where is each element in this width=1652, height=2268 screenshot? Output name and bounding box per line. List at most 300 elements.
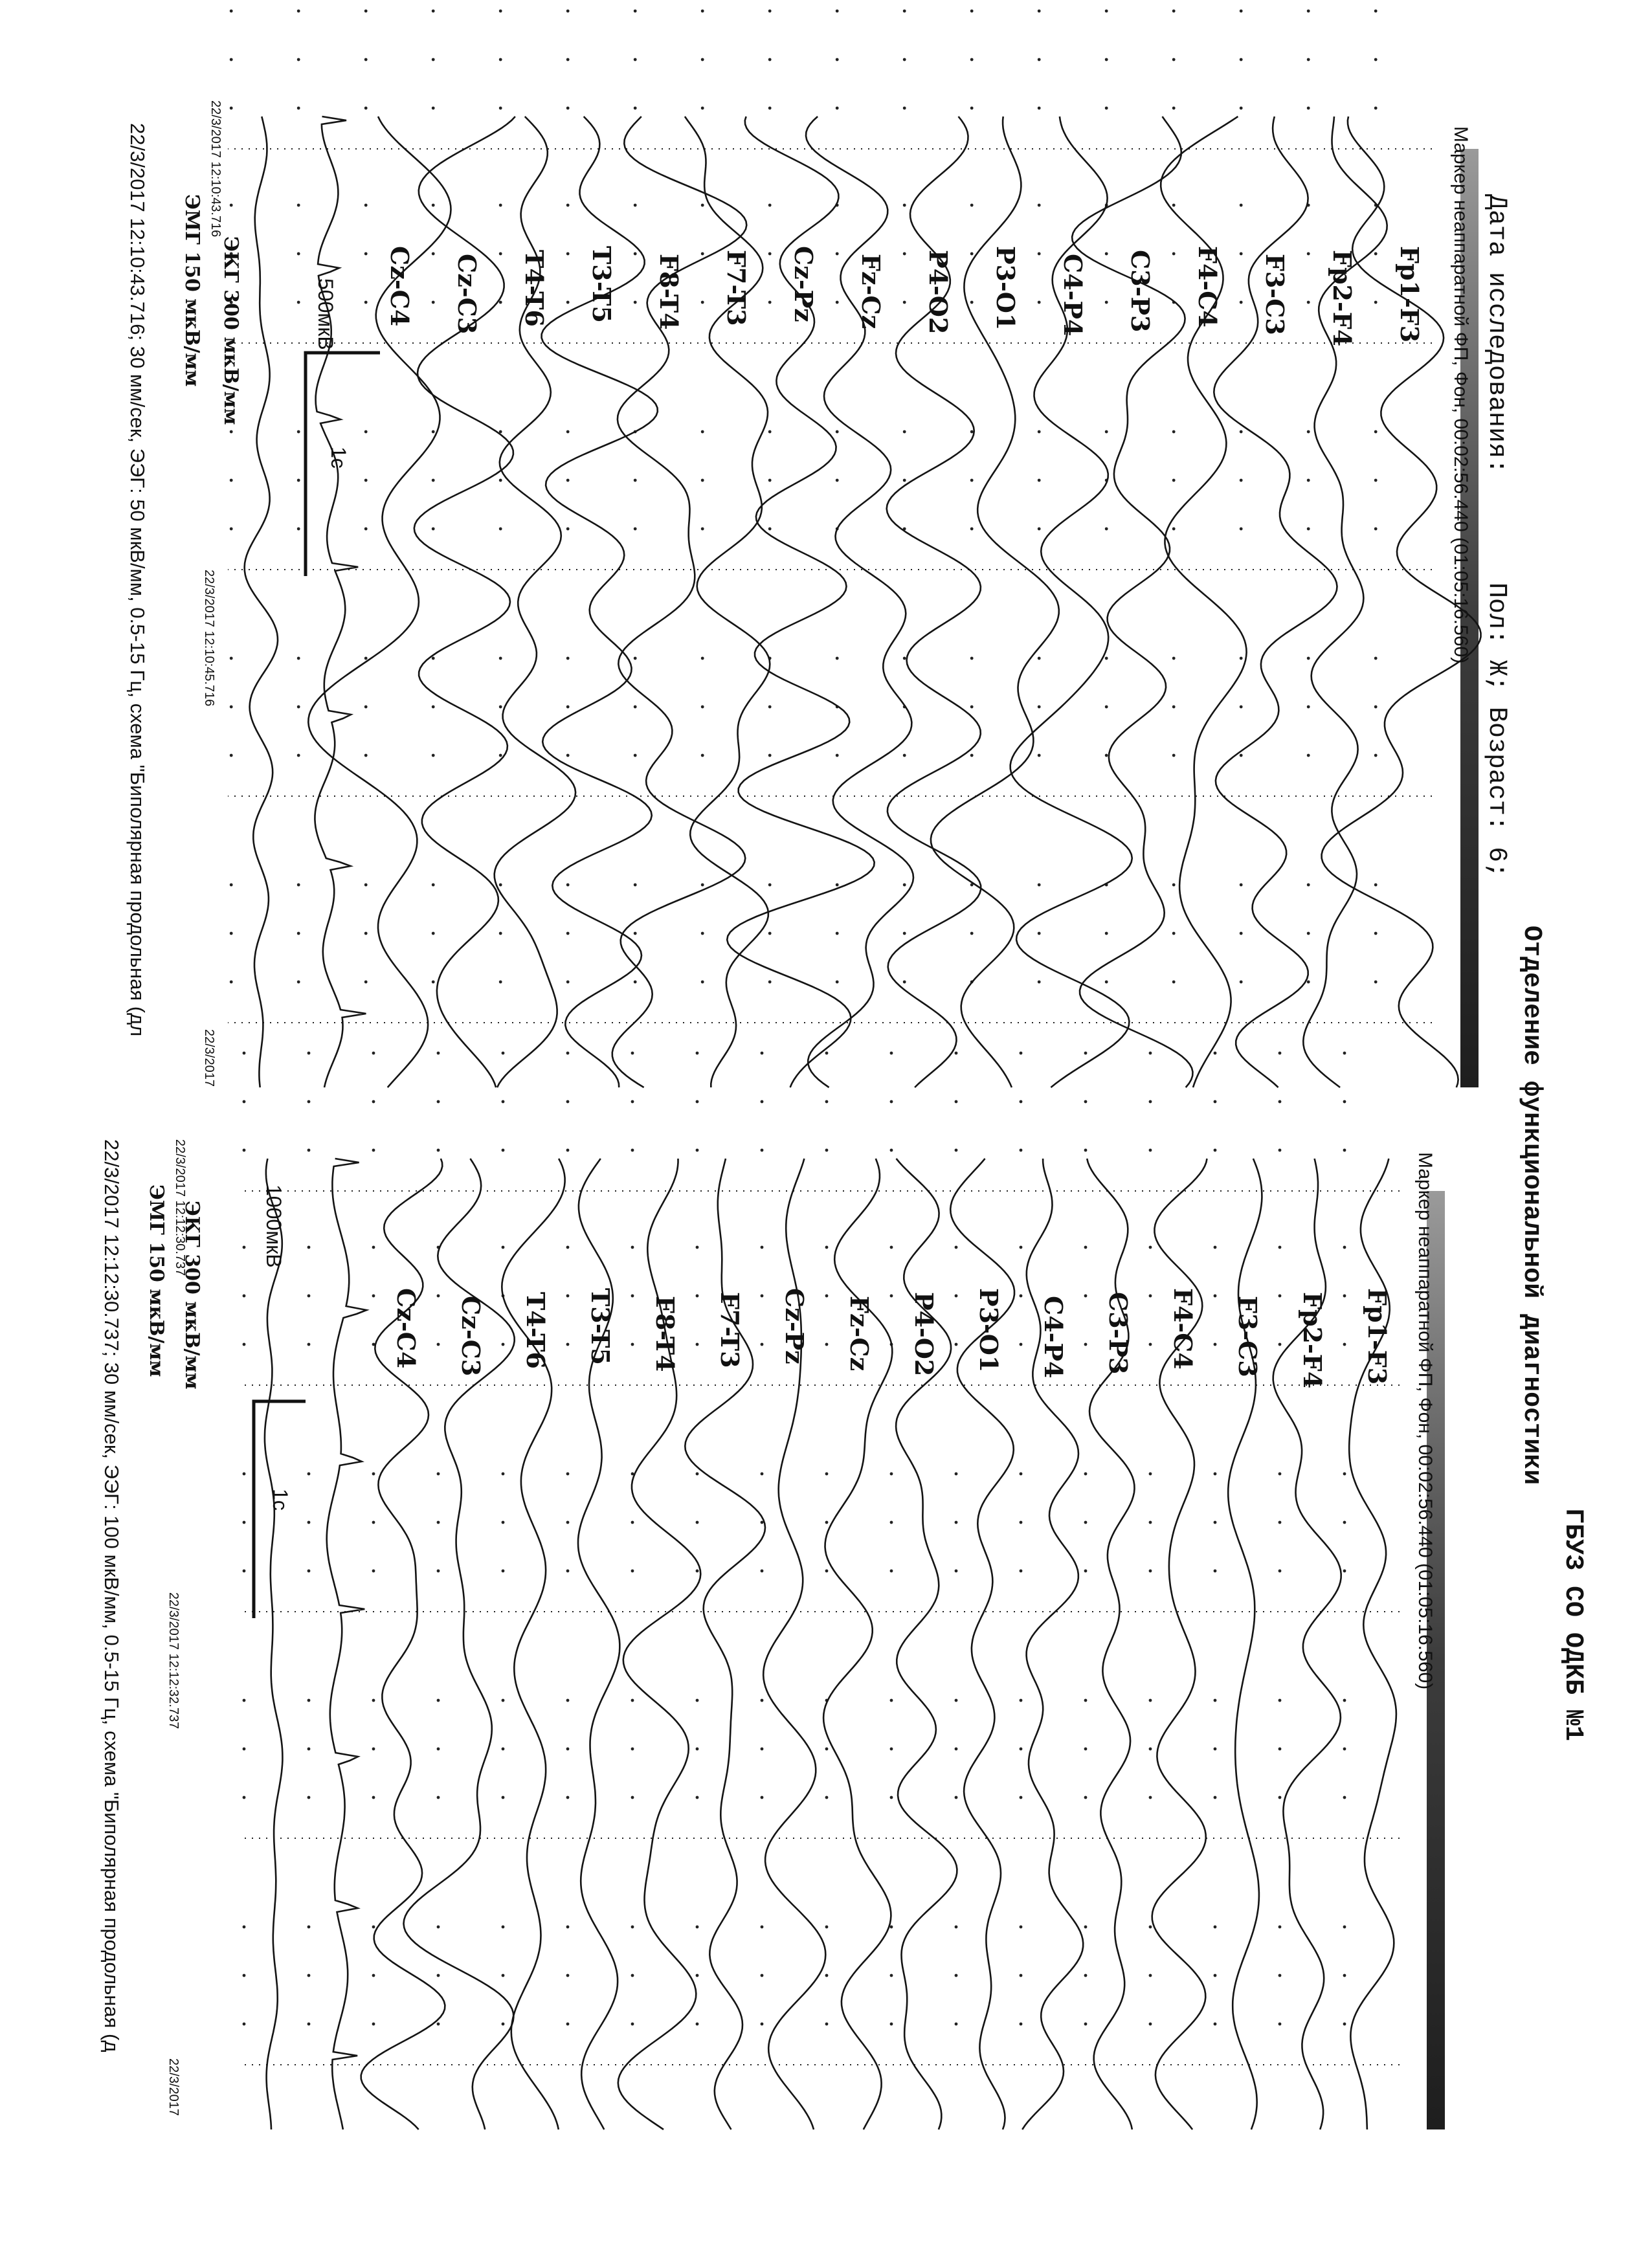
grid-dot <box>1374 932 1378 935</box>
grid-dot <box>1149 2023 1152 2026</box>
grid-dot <box>437 1796 440 1799</box>
grid-dot <box>1084 1699 1088 1702</box>
channel-label: P3-O1 <box>991 246 1020 331</box>
grid-dot <box>566 479 570 482</box>
grid-dot <box>1038 479 1041 482</box>
grid-dot <box>1038 107 1041 110</box>
grid-dot <box>566 1796 570 1799</box>
channel-label: C3-P3 <box>1126 250 1155 333</box>
grid-dot <box>955 1521 958 1524</box>
grid-dot <box>1038 981 1041 984</box>
ecg-label: ЭКГ 300 мкВ/мм <box>181 1201 203 1390</box>
grid-dot <box>1038 657 1041 660</box>
grid-dot <box>631 2023 634 2026</box>
grid-dot <box>1374 657 1378 660</box>
grid-dot <box>825 1295 829 1298</box>
grid-dot <box>903 252 906 256</box>
grid-dot <box>1343 1473 1346 1476</box>
grid-dot <box>1149 1926 1152 1929</box>
grid-dot <box>1240 107 1243 110</box>
grid-dot <box>566 1100 570 1104</box>
grid-dot <box>761 1699 764 1702</box>
grid-dot <box>701 430 704 434</box>
grid-dot <box>1084 1052 1088 1055</box>
grid-dot <box>499 981 502 984</box>
grid-dot <box>631 1343 634 1346</box>
grid-dot <box>364 884 368 887</box>
grid-dot <box>437 1343 440 1346</box>
grid-dot <box>903 301 906 304</box>
grid-dot <box>631 1100 634 1104</box>
grid-dot <box>566 884 570 887</box>
grid-dot <box>297 981 300 984</box>
grid-dot <box>372 1100 375 1104</box>
grid-dot <box>1240 528 1243 531</box>
eeg-trace <box>308 117 451 1087</box>
timestamp-3: 22/3/2017 <box>166 2058 181 2116</box>
grid-dot <box>372 1699 375 1702</box>
channel-label: F7-T3 <box>722 250 751 326</box>
grid-dot <box>297 10 300 13</box>
grid-dot <box>364 10 368 13</box>
grid-dot <box>970 479 974 482</box>
grid-dot <box>566 107 570 110</box>
grid-dot <box>696 1052 699 1055</box>
grid-dot <box>243 1473 246 1476</box>
grid-dot <box>243 1246 246 1249</box>
grid-dot <box>437 1521 440 1524</box>
grid-dot <box>499 58 502 61</box>
grid-dot <box>890 1748 893 1751</box>
grid-dot <box>230 528 233 531</box>
channel-label: T4-T6 <box>520 250 549 327</box>
grid-dot <box>761 1974 764 1977</box>
grid-dot <box>634 301 637 304</box>
grid-dot <box>566 754 570 757</box>
grid-dot <box>890 1149 893 1152</box>
grid-dot <box>1240 204 1243 207</box>
grid-dot <box>1172 252 1176 256</box>
grid-dot <box>307 1473 311 1476</box>
channel-label: F4-C4 <box>1168 1288 1198 1370</box>
grid-dot <box>696 1699 699 1702</box>
grid-dot <box>372 1473 375 1476</box>
grid-dot <box>890 1473 893 1476</box>
grid-dot <box>825 1748 829 1751</box>
grid-dot <box>970 10 974 13</box>
institution-title: ГБУЗ СО ОДКБ №1 <box>1558 1508 1587 1742</box>
grid-dot <box>502 1699 505 1702</box>
grid-dot <box>696 1521 699 1524</box>
grid-dot <box>1020 1100 1023 1104</box>
grid-dot <box>1374 706 1378 709</box>
grid-dot <box>364 528 368 531</box>
grid-dot <box>1149 1149 1152 1152</box>
grid-dot <box>701 981 704 984</box>
grid-dot <box>1278 1570 1282 1573</box>
grid-dot <box>1278 1974 1282 1977</box>
grid-dot <box>1240 884 1243 887</box>
grid-dot <box>1214 1149 1217 1152</box>
grid-dot <box>1343 1343 1346 1346</box>
channel-label: Cz-C4 <box>392 1288 421 1369</box>
grid-dot <box>836 479 839 482</box>
grid-dot <box>243 1748 246 1751</box>
grid-dot <box>502 1748 505 1751</box>
grid-dot <box>243 1974 246 1977</box>
grid-dot <box>1240 479 1243 482</box>
timestamp-1: 22/3/2017 12:10:43.716 <box>208 100 223 238</box>
grid-dot <box>1105 706 1108 709</box>
grid-dot <box>890 1570 893 1573</box>
grid-dot <box>502 1052 505 1055</box>
channel-label: T3-T5 <box>587 246 616 323</box>
grid-dot <box>825 2023 829 2026</box>
grid-dot <box>1084 1521 1088 1524</box>
grid-dot <box>825 1473 829 1476</box>
grid-dot <box>761 1748 764 1751</box>
grid-dot <box>307 1343 311 1346</box>
grid-dot <box>1172 657 1176 660</box>
grid-dot <box>1149 1052 1152 1055</box>
grid-dot <box>230 754 233 757</box>
grid-dot <box>701 884 704 887</box>
grid-dot <box>890 1796 893 1799</box>
emg-trace <box>265 1159 283 2129</box>
grid-dot <box>566 1699 570 1702</box>
grid-dot <box>432 204 435 207</box>
grid-dot <box>1307 58 1310 61</box>
grid-dot <box>1105 252 1108 256</box>
grid-dot <box>825 1343 829 1346</box>
grid-dot <box>307 1246 311 1249</box>
grid-dot <box>1149 1570 1152 1573</box>
grid-dot <box>1240 657 1243 660</box>
grid-dot <box>1240 301 1243 304</box>
grid-dot <box>634 706 637 709</box>
channel-label: P4-O2 <box>910 1292 939 1377</box>
grid-dot <box>1020 1343 1023 1346</box>
grid-dot <box>970 932 974 935</box>
grid-dot <box>432 657 435 660</box>
grid-dot <box>1020 1149 1023 1152</box>
grid-dot <box>696 2023 699 2026</box>
grid-dot <box>1172 884 1176 887</box>
grid-dot <box>634 932 637 935</box>
grid-dot <box>1278 1343 1282 1346</box>
eeg-panel-bottom <box>100 1052 1445 2129</box>
grid-dot <box>499 10 502 13</box>
rotated-content <box>100 10 1587 2129</box>
grid-dot <box>903 657 906 660</box>
grid-dot <box>372 1748 375 1751</box>
grid-dot <box>1084 1570 1088 1573</box>
grid-dot <box>836 884 839 887</box>
grid-dot <box>1374 754 1378 757</box>
grid-dot <box>1020 1748 1023 1751</box>
grid-dot <box>701 754 704 757</box>
grid-dot <box>631 1149 634 1152</box>
grid-dot <box>631 1570 634 1573</box>
grid-dot <box>566 252 570 256</box>
department-title: Отделение функциональной диагностики <box>1517 926 1546 1485</box>
emg-trace <box>245 117 278 1087</box>
grid-dot <box>970 430 974 434</box>
grid-dot <box>502 1149 505 1152</box>
grid-dot <box>631 1052 634 1055</box>
grid-dot <box>701 10 704 13</box>
grid-dot <box>825 1570 829 1573</box>
grid-dot <box>1149 1699 1152 1702</box>
grid-dot <box>701 301 704 304</box>
grid-dot <box>502 1974 505 1977</box>
grid-dot <box>230 706 233 709</box>
grid-dot <box>502 1343 505 1346</box>
grid-dot <box>1343 1974 1346 1977</box>
grid-dot <box>1278 1246 1282 1249</box>
grid-dot <box>1084 1926 1088 1929</box>
grid-dot <box>696 1149 699 1152</box>
grid-dot <box>1307 981 1310 984</box>
grid-dot <box>437 1974 440 1977</box>
channel-label: Cz-Pz <box>780 1288 809 1364</box>
grid-dot <box>1343 1570 1346 1573</box>
grid-dot <box>1172 107 1176 110</box>
grid-dot <box>566 706 570 709</box>
grid-dot <box>1020 1796 1023 1799</box>
grid-dot <box>297 430 300 434</box>
grid-dot <box>631 1796 634 1799</box>
grid-dot <box>1374 981 1378 984</box>
grid-dot <box>364 479 368 482</box>
grid-dot <box>1343 1521 1346 1524</box>
grid-dot <box>701 932 704 935</box>
grid-dot <box>1240 706 1243 709</box>
grid-dot <box>836 58 839 61</box>
grid-dot <box>1278 1796 1282 1799</box>
grid-dot <box>1038 932 1041 935</box>
grid-dot <box>634 884 637 887</box>
grid-dot <box>499 528 502 531</box>
grid-dot <box>634 107 637 110</box>
grid-dot <box>437 1149 440 1152</box>
grid-dot <box>502 1246 505 1249</box>
grid-dot <box>768 204 772 207</box>
grid-dot <box>499 107 502 110</box>
grid-dot <box>372 1926 375 1929</box>
grid-dot <box>364 58 368 61</box>
grid-dot <box>890 2023 893 2026</box>
grid-dot <box>1214 1100 1217 1104</box>
grid-dot <box>307 1926 311 1929</box>
grid-dot <box>634 204 637 207</box>
grid-dot <box>566 1473 570 1476</box>
grid-dot <box>307 1699 311 1702</box>
grid-dot <box>903 754 906 757</box>
grid-dot <box>499 932 502 935</box>
grid-dot <box>297 932 300 935</box>
grid-dot <box>1214 1521 1217 1524</box>
grid-dot <box>1278 1473 1282 1476</box>
grid-dot <box>432 528 435 531</box>
grid-dot <box>1020 1295 1023 1298</box>
grid-dot <box>631 1699 634 1702</box>
grid-dot <box>761 1149 764 1152</box>
grid-dot <box>566 58 570 61</box>
grid-dot <box>701 107 704 110</box>
grid-dot <box>631 1748 634 1751</box>
grid-dot <box>836 301 839 304</box>
channel-label: Cz-C3 <box>456 1296 486 1377</box>
ecg-label: ЭКГ 300 мкВ/мм <box>219 236 242 425</box>
grid-dot <box>701 204 704 207</box>
grid-dot <box>372 1974 375 1977</box>
grid-dot <box>1307 10 1310 13</box>
grid-dot <box>1149 1473 1152 1476</box>
grid-dot <box>1084 2023 1088 2026</box>
grid-dot <box>768 107 772 110</box>
grid-dot <box>631 1295 634 1298</box>
channel-label: F8-T4 <box>651 1296 680 1372</box>
eeg-panel-top <box>126 10 1481 1087</box>
grid-dot <box>230 981 233 984</box>
grid-dot <box>1020 1473 1023 1476</box>
grid-dot <box>955 1149 958 1152</box>
grid-dot <box>701 657 704 660</box>
grid-dot <box>1343 1052 1346 1055</box>
grid-dot <box>1240 981 1243 984</box>
grid-dot <box>297 884 300 887</box>
grid-dot <box>1307 107 1310 110</box>
grid-dot <box>566 1570 570 1573</box>
grid-dot <box>1307 528 1310 531</box>
grid-dot <box>1307 479 1310 482</box>
grid-dot <box>364 107 368 110</box>
grid-dot <box>437 1570 440 1573</box>
grid-dot <box>230 657 233 660</box>
grid-dot <box>1374 430 1378 434</box>
grid-dot <box>1343 1926 1346 1929</box>
grid-dot <box>1240 58 1243 61</box>
grid-dot <box>696 1796 699 1799</box>
grid-dot <box>1374 528 1378 531</box>
grid-dot <box>499 301 502 304</box>
grid-dot <box>499 754 502 757</box>
grid-dot <box>307 2023 311 2026</box>
grid-dot <box>297 479 300 482</box>
exam-date-label: Дата исследования: <box>1482 194 1511 474</box>
channel-label: Fp1-F3 <box>1363 1288 1392 1385</box>
grid-dot <box>955 1343 958 1346</box>
grid-dot <box>566 1926 570 1929</box>
emg-label: ЭМГ 150 мкВ/мм <box>145 1184 168 1377</box>
grid-dot <box>1307 884 1310 887</box>
grid-dot <box>768 706 772 709</box>
grid-dot <box>230 58 233 61</box>
grid-dot <box>1374 58 1378 61</box>
emg-label: ЭМГ 150 мкВ/мм <box>181 194 203 387</box>
grid-dot <box>1020 1699 1023 1702</box>
grid-dot <box>1038 706 1041 709</box>
grid-dot <box>970 301 974 304</box>
grid-dot <box>1307 252 1310 256</box>
grid-dot <box>243 1343 246 1346</box>
grid-dot <box>955 2023 958 2026</box>
grid-dot <box>566 932 570 935</box>
channel-label: F3-C3 <box>1260 254 1289 335</box>
grid-dot <box>1343 1246 1346 1249</box>
grid-dot <box>307 1100 311 1104</box>
marker-text: Маркер неаппаратной ФП, Фон, 00:02:56.440 (01:05:16.560) <box>1450 126 1471 664</box>
grid-dot <box>1172 706 1176 709</box>
timestamp-2: 22/3/2017 12:12:32.737 <box>166 1592 181 1729</box>
grid-dot <box>1240 430 1243 434</box>
grid-dot <box>297 706 300 709</box>
grid-dot <box>696 1748 699 1751</box>
grid-dot <box>499 479 502 482</box>
grid-dot <box>970 706 974 709</box>
grid-dot <box>955 1052 958 1055</box>
grid-dot <box>1172 479 1176 482</box>
grid-dot <box>432 58 435 61</box>
grid-dot <box>696 1246 699 1249</box>
grid-dot <box>502 2023 505 2026</box>
timestamp-1: 22/3/2017 12:12:30.737 <box>173 1139 187 1276</box>
grid-dot <box>634 528 637 531</box>
grid-dot <box>307 1295 311 1298</box>
grid-dot <box>1020 1974 1023 1977</box>
channel-label: F7-T3 <box>715 1292 744 1368</box>
grid-dot <box>1038 252 1041 256</box>
grid-dot <box>634 10 637 13</box>
grid-dot <box>701 528 704 531</box>
grid-dot <box>1038 204 1041 207</box>
grid-dot <box>696 1295 699 1298</box>
grid-dot <box>364 204 368 207</box>
grid-dot <box>1278 1521 1282 1524</box>
grid-dot <box>955 1926 958 1929</box>
ecg-trace <box>327 1159 367 2129</box>
grid-dot <box>1084 1473 1088 1476</box>
grid-dot <box>701 58 704 61</box>
grid-dot <box>1343 2023 1346 2026</box>
grid-dot <box>696 1473 699 1476</box>
grid-dot <box>1084 1246 1088 1249</box>
grid-dot <box>243 1052 246 1055</box>
grid-dot <box>1343 1796 1346 1799</box>
grid-dot <box>243 1521 246 1524</box>
grid-dot <box>1038 10 1041 13</box>
grid-dot <box>1105 981 1108 984</box>
grid-dot <box>1374 884 1378 887</box>
grid-dot <box>1214 1246 1217 1249</box>
grid-dot <box>1343 1748 1346 1751</box>
grid-dot <box>1084 1295 1088 1298</box>
grid-dot <box>1038 528 1041 531</box>
grid-dot <box>903 58 906 61</box>
grid-dot <box>1149 1100 1152 1104</box>
channel-label: T3-T5 <box>586 1288 615 1365</box>
channel-label: Cz-C4 <box>385 246 414 327</box>
grid-dot <box>307 1521 311 1524</box>
grid-dot <box>970 754 974 757</box>
grid-dot <box>634 981 637 984</box>
grid-dot <box>437 1699 440 1702</box>
grid-dot <box>297 252 300 256</box>
grid-dot <box>634 252 637 256</box>
grid-dot <box>836 107 839 110</box>
grid-dot <box>372 2023 375 2026</box>
